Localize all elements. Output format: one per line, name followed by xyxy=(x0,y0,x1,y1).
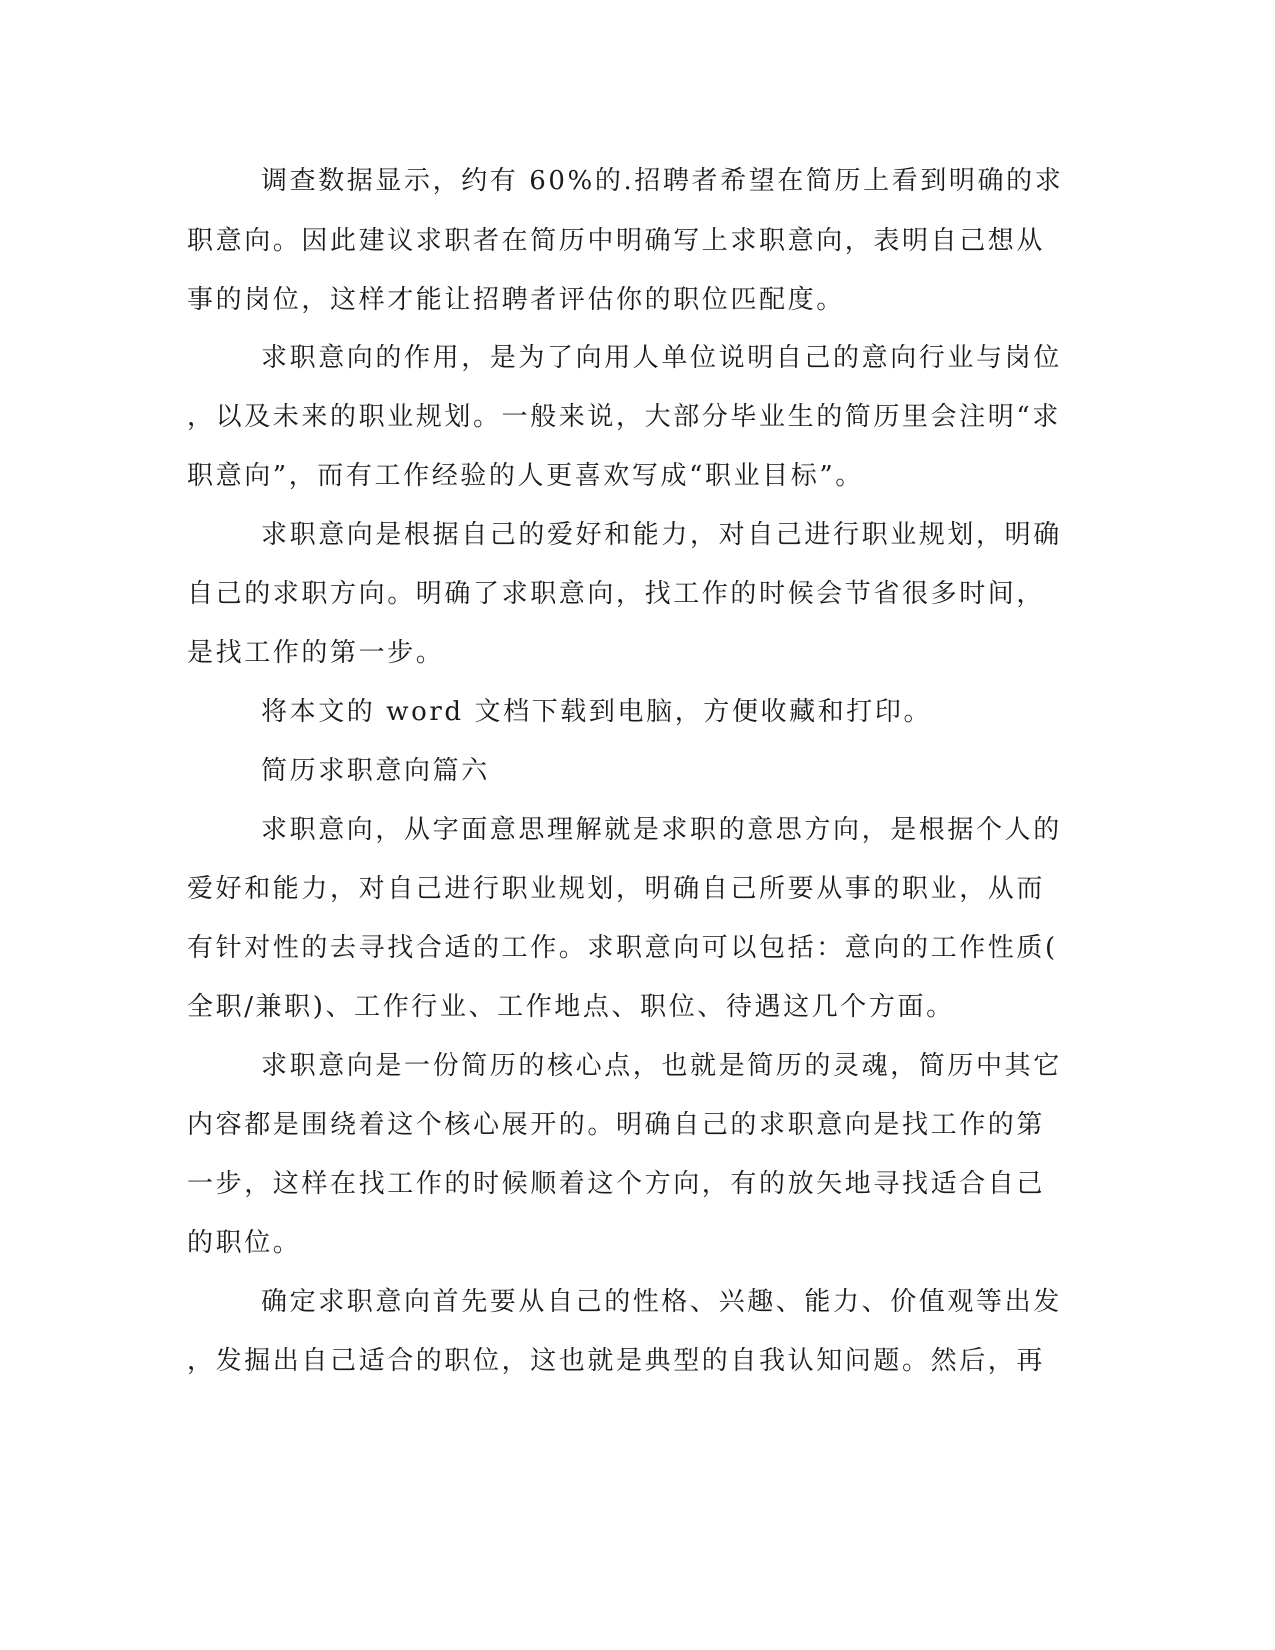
text-line: 求职意向是一份简历的核心点，也就是简历的灵魂，简历中其它 xyxy=(261,1051,1062,1081)
text-line: 调查数据显示，约有 60%的.招聘者希望在简历上看到明确的求 xyxy=(261,166,1064,196)
text-line: 将本文的 word 文档下载到电脑，方便收藏和打印。 xyxy=(261,697,933,727)
text-line: 职意向”，而有工作经验的人更喜欢写成“职业目标”。 xyxy=(187,461,864,491)
text-line: 求职意向的作用，是为了向用人单位说明自己的意向行业与岗位 xyxy=(261,343,1062,373)
section-heading: 简历求职意向篇六 xyxy=(261,756,490,786)
text-line: 的职位。 xyxy=(187,1228,302,1258)
text-line: 一步，这样在找工作的时候顺着这个方向，有的放矢地寻找适合自己 xyxy=(187,1169,1046,1199)
text-line: 事的岗位，这样才能让招聘者评估你的职位匹配度。 xyxy=(187,285,845,315)
text-line: 有针对性的去寻找合适的工作。求职意向可以包括：意向的工作性质( xyxy=(187,933,1058,963)
text-line: 全职/兼职)、工作行业、工作地点、职位、待遇这几个方面。 xyxy=(187,992,955,1022)
text-line: 求职意向是根据自己的爱好和能力，对自己进行职业规划，明确 xyxy=(261,520,1062,550)
text-line: ，发掘出自己适合的职位，这也就是典型的自我认知问题。然后，再 xyxy=(187,1346,1046,1376)
text-line: ，以及未来的职业规划。一般来说，大部分毕业生的简历里会注明“求 xyxy=(187,402,1061,432)
text-line: 是找工作的第一步。 xyxy=(187,638,445,668)
text-line: 爱好和能力，对自己进行职业规划，明确自己所要从事的职业，从而 xyxy=(187,874,1046,904)
text-line: 确定求职意向首先要从自己的性格、兴趣、能力、价值观等出发 xyxy=(261,1287,1062,1317)
text-line: 内容都是围绕着这个核心展开的。明确自己的求职意向是找工作的第 xyxy=(187,1110,1046,1140)
text-line: 职意向。因此建议求职者在简历中明确写上求职意向，表明自己想从 xyxy=(187,226,1046,256)
text-line: 求职意向，从字面意思理解就是求职的意思方向，是根据个人的 xyxy=(261,815,1062,845)
text-line: 自己的求职方向。明确了求职意向，找工作的时候会节省很多时间， xyxy=(187,579,1046,609)
